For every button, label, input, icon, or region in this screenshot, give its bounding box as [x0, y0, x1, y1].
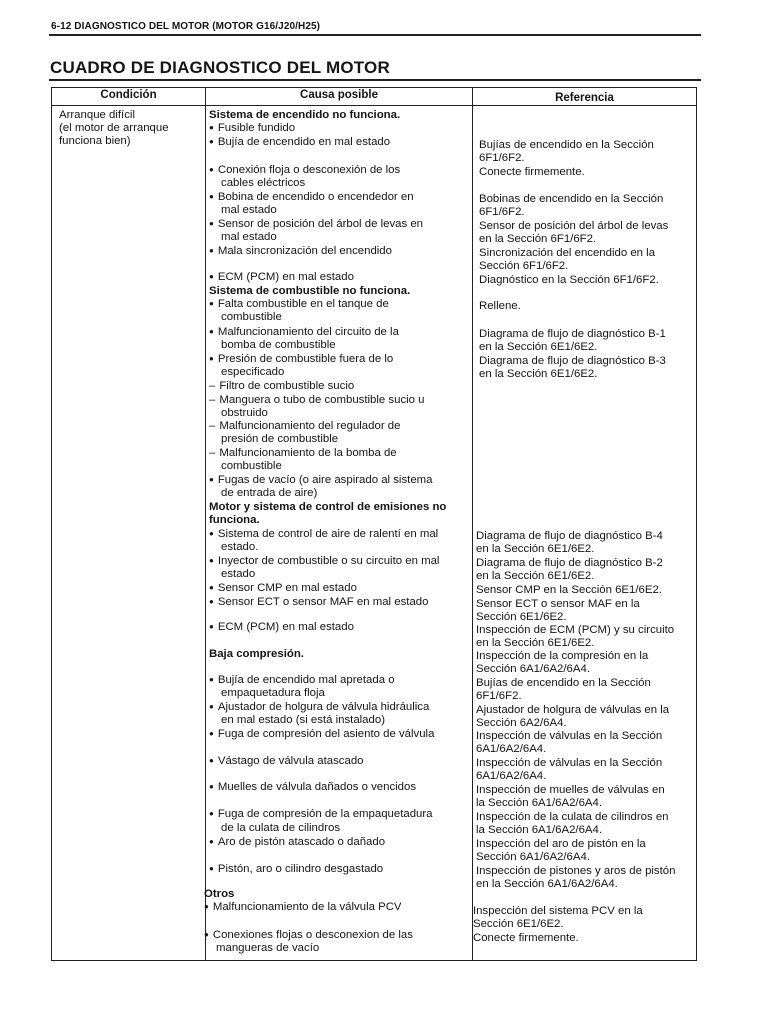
cause-subitem: – Malfuncionamiento de la bomba de [209, 447, 397, 460]
reference-line: Inspección de válvulas en la Sección [476, 730, 663, 742]
cause-item-cont: mangueras de vacío [216, 942, 320, 954]
reference-line: en la Sección 6E1/6E2. [476, 637, 595, 649]
reference-line: Inspección de la culata de cilindros en [476, 811, 669, 823]
cause-item: ● Presión de combustible fuera de lo [209, 353, 393, 366]
reference-line: en la Sección 6E1/6E2. [479, 368, 598, 380]
reference-line: Conecte firmemente. [473, 932, 579, 944]
cause-item-cont: empaquetadura floja [221, 687, 325, 699]
cause-item-cont: especificado [221, 366, 285, 378]
reference-line: Sensor CMP en la Sección 6E1/6E2. [476, 584, 662, 596]
column-header-referencia: Referencia [555, 92, 614, 104]
cause-item-cont: combustible [221, 460, 282, 472]
cause-item: ● Pistón, aro o cilindro desgastado [209, 863, 383, 876]
reference-line: Diagrama de flujo de diagnóstico B-3 [479, 355, 666, 367]
cause-heading: Baja compresión. [209, 648, 304, 660]
cause-item-cont: bomba de combustible [221, 339, 336, 351]
cause-item: ● Sensor ECT o sensor MAF en mal estado [209, 596, 428, 609]
cause-item: ● Aro de pistón atascado o dañado [209, 836, 385, 849]
reference-line: en la Sección 6A1/6A2/6A4. [476, 878, 618, 890]
cause-item-cont: combustible [221, 311, 282, 323]
reference-line: Sensor de posición del árbol de levas [479, 220, 669, 232]
cause-item: ● Fuga de compresión de la empaquetadura [209, 808, 433, 821]
reference-line: Sensor ECT o sensor MAF en la [476, 598, 640, 610]
cause-item: ● ECM (PCM) en mal estado [209, 271, 354, 284]
header-row-divider [52, 105, 696, 106]
cause-item-cont: presión de combustible [221, 433, 339, 445]
cause-subitem: – Manguera o tubo de combustible sucio u [209, 394, 425, 407]
reference-line: Inspección del aro de pistón en la [476, 838, 646, 850]
reference-line: 6A1/6A2/6A4. [476, 770, 547, 782]
reference-line: 6A1/6A2/6A4. [476, 743, 547, 755]
reference-line: Bujías de encendido en la Sección [479, 139, 654, 151]
page-title: CUADRO DE DIAGNOSTICO DEL MOTOR [50, 58, 390, 77]
cause-item: ● Fusible fundido [209, 122, 295, 135]
reference-line: Sección 6A1/6A2/6A4. [476, 663, 590, 675]
reference-line: Inspección de pistones y aros de pistón [476, 865, 676, 877]
cause-item: ● Fuga de compresión del asiento de válvula [209, 728, 434, 741]
cause-item-cont: en mal estado (si está instalado) [221, 714, 385, 726]
reference-line: Inspección de muelles de válvulas en [476, 784, 665, 796]
reference-line: en la Sección 6E1/6E2. [476, 570, 595, 582]
cause-item: ● Bobina de encendido o encendedor en [209, 191, 414, 204]
reference-line: Inspección de válvulas en la Sección [476, 757, 663, 769]
reference-line: Conecte firmemente. [479, 166, 585, 178]
cause-item: ● Sistema de control de aire de ralentí en mal [209, 528, 438, 541]
reference-line: Inspección del sistema PCV en la [473, 905, 643, 917]
cause-item: ● Malfuncionamiento de la válvula PCV [204, 901, 402, 914]
reference-line: 6F1/6F2. [479, 152, 525, 164]
reference-line: en la Sección 6E1/6E2. [479, 341, 598, 353]
cause-heading: funciona. [209, 514, 260, 526]
cause-heading: Otros [204, 888, 235, 900]
cause-item: ● Bujía de encendido mal apretada o [209, 674, 395, 687]
reference-line: 6F1/6F2. [479, 206, 525, 218]
reference-line: Diagnóstico en la Sección 6F1/6F2. [479, 274, 659, 286]
cause-heading: Sistema de encendido no funciona. [209, 109, 401, 121]
column-divider [472, 88, 473, 960]
reference-line: Sincronización del encendido en la [479, 247, 656, 259]
column-header-causa: Causa posible [300, 89, 378, 101]
reference-line: Sección 6F1/6F2. [479, 260, 569, 272]
reference-line: Diagrama de flujo de diagnóstico B-1 [479, 328, 666, 340]
reference-line: Sección 6E1/6E2. [476, 611, 567, 623]
cause-item: ● Falta combustible en el tanque de [209, 298, 389, 311]
cause-item: ● Muelles de válvula dañados o vencidos [209, 781, 416, 794]
cause-item-cont: de entrada de aire) [221, 487, 318, 499]
cause-item: ● Fugas de vacío (o aire aspirado al sistema [209, 474, 432, 487]
cause-item: ● Conexiones flojas o desconexion de las [204, 929, 413, 942]
reference-line: en la Sección 6F1/6F2. [479, 233, 597, 245]
cause-item-cont: obstruido [221, 407, 268, 419]
cause-item-cont: estado. [221, 541, 259, 553]
reference-line: Ajustador de holgura de válvulas en la [476, 704, 670, 716]
reference-line: Diagrama de flujo de diagnóstico B-2 [476, 557, 663, 569]
cause-subitem: – Malfuncionamiento del regulador de [209, 420, 400, 433]
cause-item: ● Mala sincronización del encendido [209, 245, 392, 258]
condition-line: (el motor de arranque [59, 122, 169, 134]
reference-line: Bobinas de encendido en la Sección [479, 193, 664, 205]
cause-item: ● Bujía de encendido en mal estado [209, 136, 390, 149]
cause-heading: Motor y sistema de control de emisiones no [209, 501, 447, 513]
cause-item: ● ECM (PCM) en mal estado [209, 621, 354, 634]
reference-line: la Sección 6A1/6A2/6A4. [476, 824, 603, 836]
reference-line: 6F1/6F2. [476, 690, 522, 702]
cause-item: ● Vástago de válvula atascado [209, 755, 364, 768]
header-rule [49, 34, 701, 36]
page-header: 6-12 DIAGNOSTICO DEL MOTOR (MOTOR G16/J20/H25) [51, 21, 321, 32]
cause-item-cont: estado [221, 568, 256, 580]
cause-item-cont: mal estado [221, 231, 277, 243]
cause-item: ● Sensor de posición del árbol de levas en [209, 218, 423, 231]
column-header-condicion: Condición [100, 89, 157, 101]
reference-line: en la Sección 6E1/6E2. [476, 543, 595, 555]
reference-line: Sección 6A1/6A2/6A4. [476, 851, 590, 863]
cause-item-cont: mal estado [221, 204, 277, 216]
reference-line: Inspección de ECM (PCM) y su circuito [476, 624, 675, 636]
reference-line: la Sección 6A1/6A2/6A4. [476, 797, 603, 809]
condition-line: Arranque difícil [59, 109, 135, 121]
column-divider [205, 88, 206, 960]
reference-line: Sección 6E1/6E2. [473, 918, 564, 930]
cause-item: ● Ajustador de holgura de válvula hidráulica [209, 701, 429, 714]
reference-line: Inspección de la compresión en la [476, 650, 649, 662]
cause-subitem: – Filtro de combustible sucio [209, 380, 354, 393]
reference-line: Sección 6A2/6A4. [476, 717, 567, 729]
cause-item-cont: de la culata de cilindros [221, 822, 341, 834]
title-rule [49, 79, 701, 81]
reference-line: Rellene. [479, 300, 521, 312]
cause-item: ● Conexión floja o desconexión de los [209, 164, 400, 177]
reference-line: Bujías de encendido en la Sección [476, 677, 651, 689]
cause-item-cont: cables eléctricos [221, 177, 306, 189]
cause-item: ● Sensor CMP en mal estado [209, 582, 357, 595]
cause-item: ● Malfuncionamiento del circuito de la [209, 326, 399, 339]
reference-line: Diagrama de flujo de diagnóstico B-4 [476, 530, 663, 542]
cause-item: ● Inyector de combustible o su circuito en mal [209, 555, 439, 568]
cause-heading: Sistema de combustible no funciona. [209, 285, 411, 297]
condition-line: funciona bien) [59, 135, 131, 147]
